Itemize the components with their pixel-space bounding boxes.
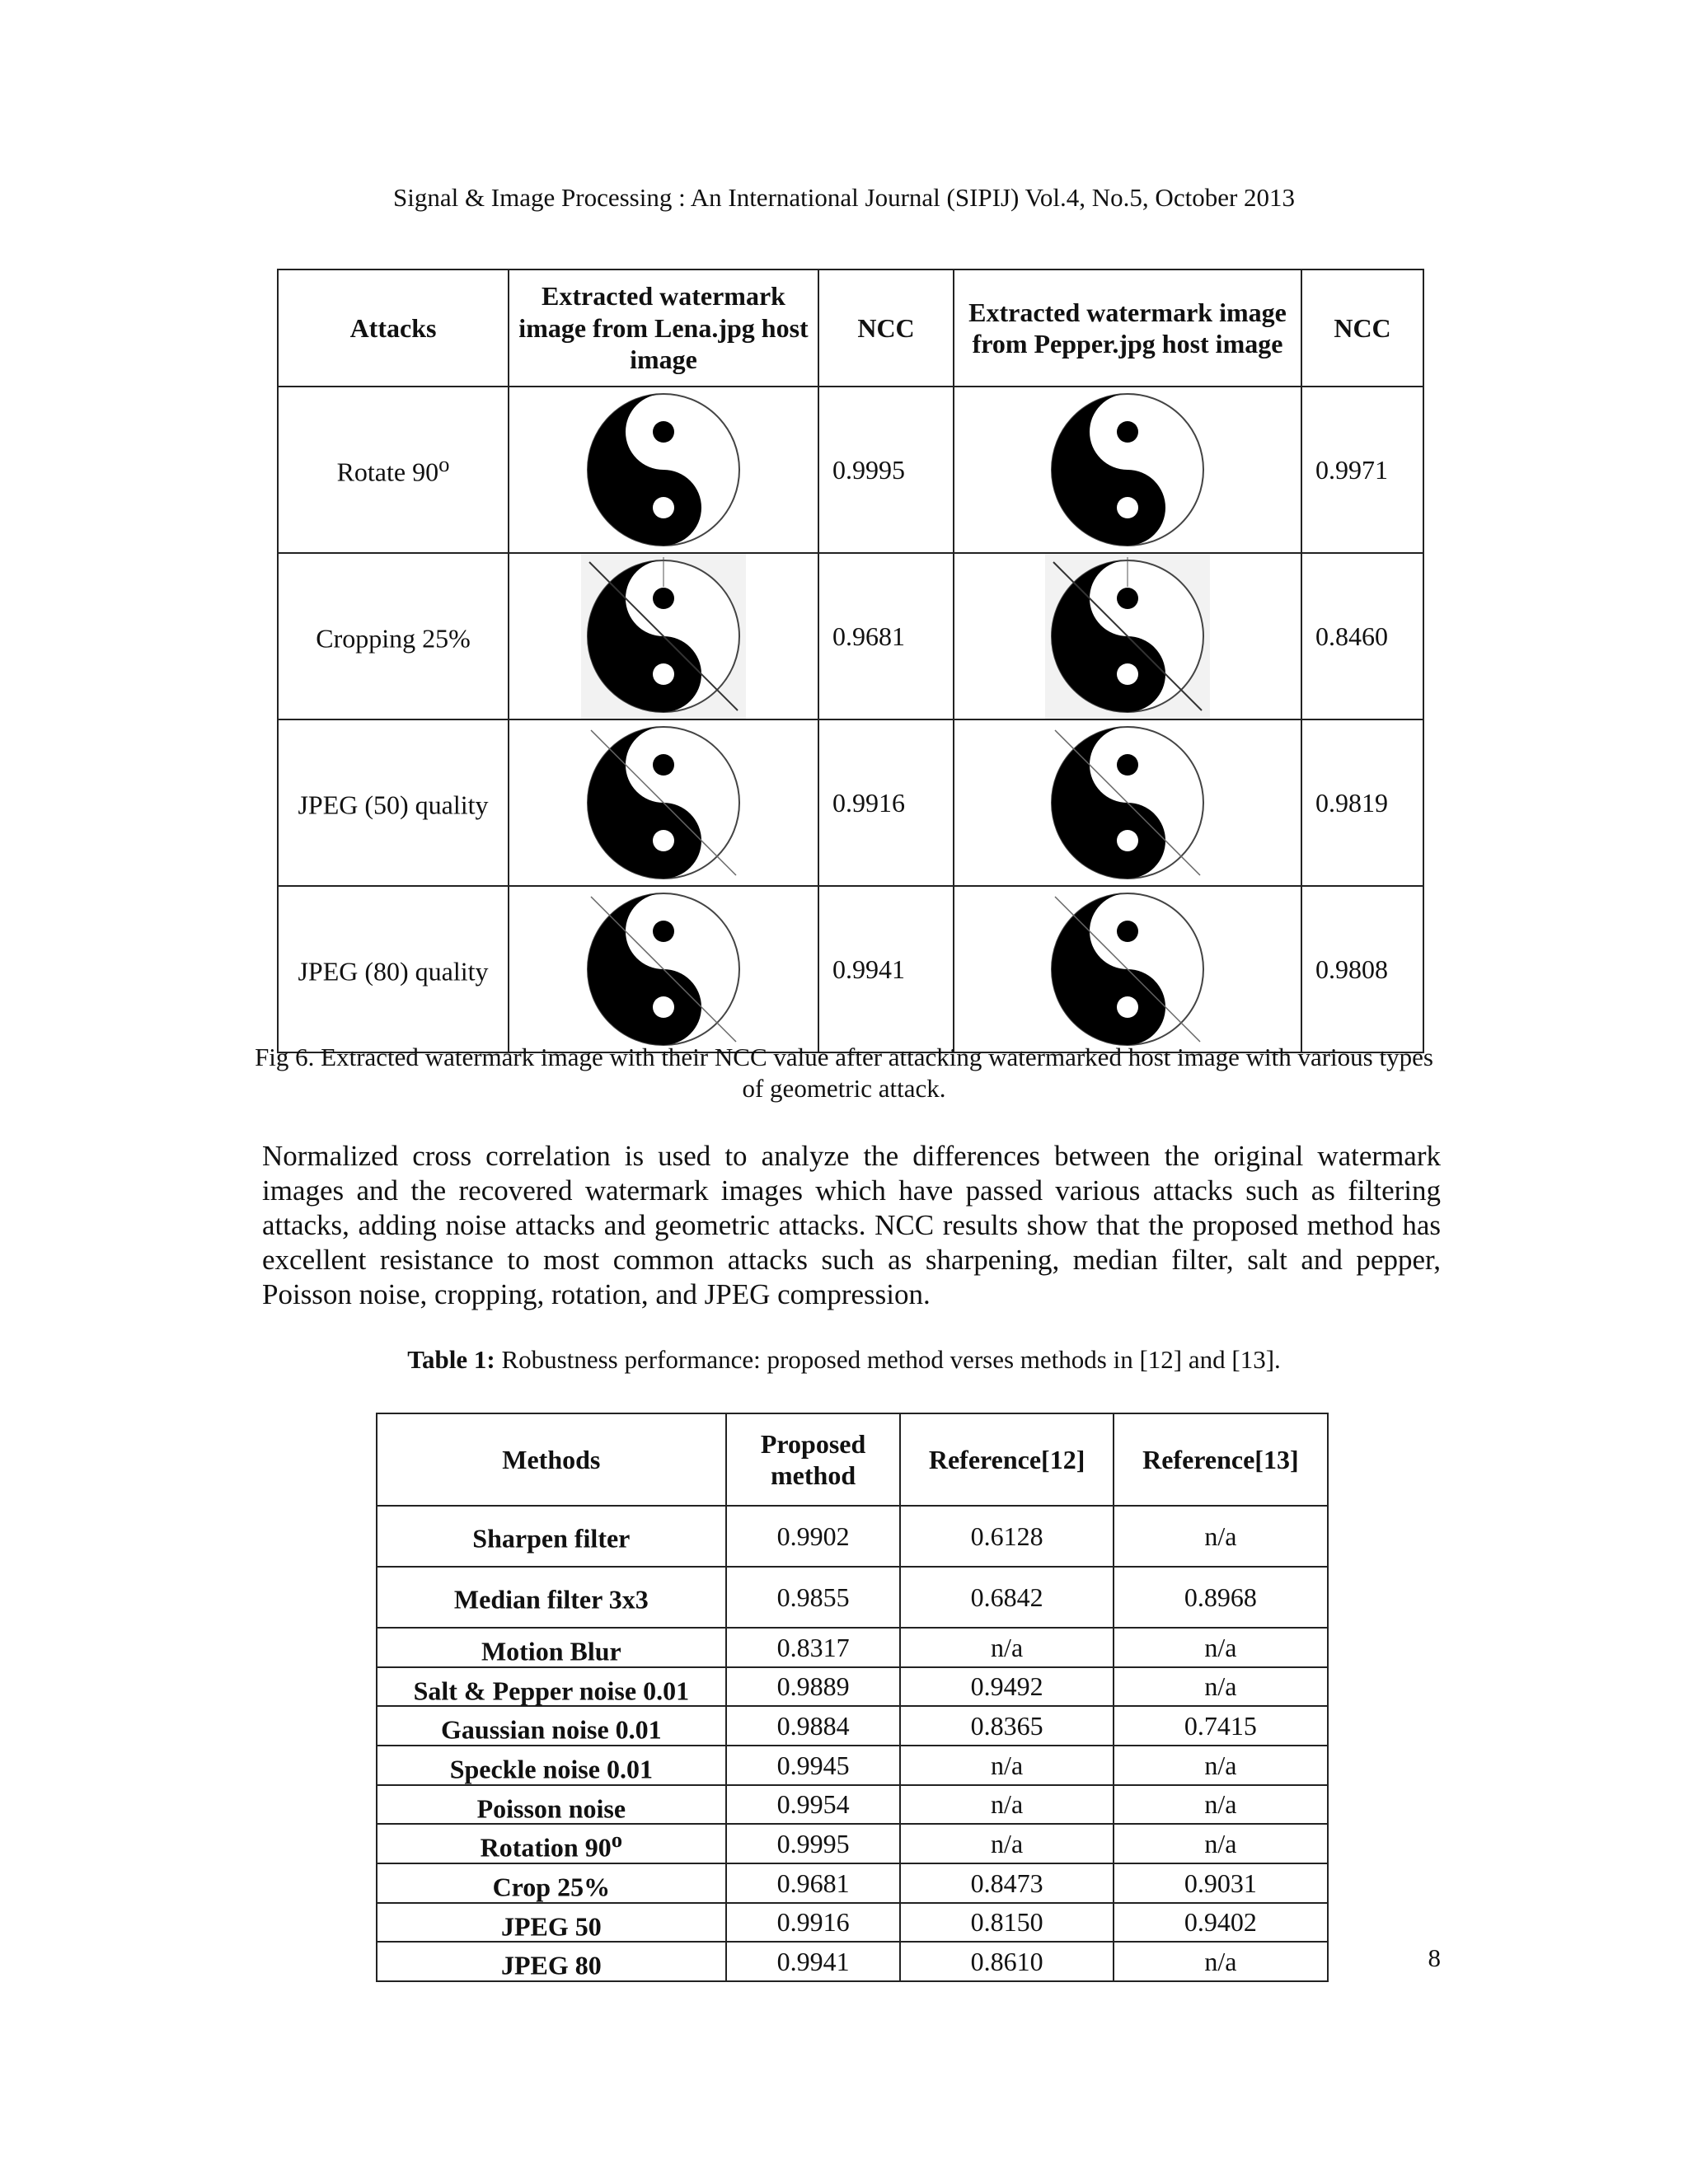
table-row: [377, 1628, 1328, 1667]
figure-row: [278, 553, 1423, 719]
ncc-lena-value: 0.9995: [818, 387, 954, 553]
header-pepper-image: Extracted watermark image from Pepper.jpg host image: [954, 269, 1301, 387]
table-row: [377, 1746, 1328, 1785]
method-name: [377, 1863, 726, 1903]
method-text: Salt & Pepper noise 0.01: [413, 1675, 690, 1706]
table-1-caption: [0, 1345, 1688, 1375]
figure-header-row: [278, 269, 1423, 387]
ref13-value: n/a: [1114, 1942, 1328, 1981]
lena-watermark-image: [509, 886, 818, 1052]
table-row: [377, 1903, 1328, 1943]
proposed-value: 0.9916: [726, 1903, 901, 1943]
table-header-row: [377, 1413, 1328, 1506]
proposed-value: 0.9681: [726, 1863, 901, 1903]
table-row: [377, 1706, 1328, 1746]
ref12-value: n/a: [900, 1785, 1113, 1825]
ncc-pepper-value: 0.9819: [1301, 719, 1423, 886]
proposed-value: 0.9902: [726, 1506, 901, 1567]
table-row: [377, 1942, 1328, 1981]
ref13-value: 0.9402: [1114, 1903, 1328, 1943]
proposed-value: 0.9855: [726, 1567, 901, 1628]
running-header: Signal & Image Processing : An International Journal (SIPIJ) Vol.4, No.5, October 2013: [392, 183, 1296, 212]
ref12-value: 0.6842: [900, 1567, 1113, 1628]
attack-label: [278, 719, 509, 886]
method-text: Median filter 3x3: [453, 1584, 649, 1615]
attack-label: [278, 886, 509, 1052]
method-text: Speckle noise 0.01: [449, 1754, 653, 1784]
ref12-value: n/a: [900, 1746, 1113, 1785]
ref12-value: 0.8150: [900, 1903, 1113, 1943]
ncc-pepper-value: 0.9971: [1301, 387, 1423, 553]
ncc-lena-value: 0.9941: [818, 886, 954, 1052]
attack-label: [278, 553, 509, 719]
header-ref13: Reference[13]: [1114, 1413, 1328, 1506]
method-name: [377, 1628, 726, 1667]
ref13-value: n/a: [1114, 1506, 1328, 1567]
method-name: [377, 1506, 726, 1567]
proposed-value: 0.8317: [726, 1628, 901, 1667]
method-name: [377, 1706, 726, 1746]
ref13-value: n/a: [1114, 1746, 1328, 1785]
figure-caption: Fig 6. Extracted watermark image with their NCC value after attacking watermarked host image with various types of geometric attack.: [255, 1043, 1433, 1103]
robustness-table: [376, 1413, 1329, 1982]
ref12-value: 0.8365: [900, 1706, 1113, 1746]
ref12-value: 0.9492: [900, 1667, 1113, 1707]
ref12-value: n/a: [900, 1824, 1113, 1863]
method-text: JPEG 80: [500, 1950, 602, 1980]
figure-row: [278, 886, 1423, 1052]
header-ncc-pepper: NCC: [1301, 269, 1423, 387]
ref13-value: n/a: [1114, 1628, 1328, 1667]
ref13-value: 0.7415: [1114, 1706, 1328, 1746]
header-methods: Methods: [377, 1413, 726, 1506]
ref13-value: 0.9031: [1114, 1863, 1328, 1903]
proposed-value: 0.9945: [726, 1746, 901, 1785]
attack-text: Rotate 90: [336, 457, 439, 487]
attack-label: [278, 387, 509, 553]
method-text: Gaussian noise 0.01: [441, 1714, 662, 1745]
ref13-value: n/a: [1114, 1824, 1328, 1863]
method-text: Poisson noise: [476, 1793, 626, 1824]
table-1-caption-text: Robustness performance: proposed method verses methods in [12] and [13].: [495, 1345, 1281, 1374]
method-text: JPEG 50: [500, 1911, 602, 1942]
method-name: [377, 1667, 726, 1707]
lena-watermark-image: [509, 719, 818, 886]
method-text: Crop 25%: [492, 1872, 611, 1902]
table-row: [377, 1824, 1328, 1863]
table-row: [377, 1667, 1328, 1707]
ref13-value: n/a: [1114, 1667, 1328, 1707]
method-text: Motion Blur: [481, 1636, 621, 1666]
method-text: Rotation 90: [480, 1832, 612, 1863]
ncc-pepper-value: 0.9808: [1301, 886, 1423, 1052]
method-name: [377, 1903, 726, 1943]
ref12-value: 0.6128: [900, 1506, 1113, 1567]
method-name: [377, 1746, 726, 1785]
method-text: Sharpen filter: [472, 1523, 631, 1554]
figure-row: [278, 719, 1423, 886]
proposed-value: 0.9995: [726, 1824, 901, 1863]
method-name: [377, 1567, 726, 1628]
attack-text: JPEG (80) quality: [298, 956, 489, 987]
ref12-value: n/a: [900, 1628, 1113, 1667]
ncc-lena-value: 0.9681: [818, 553, 954, 719]
pepper-watermark-image: [954, 886, 1301, 1052]
body-paragraph: Normalized cross correlation is used to analyze the differences between the original watermark images and the recovered watermark images which have passed various attacks such as filtering attacks, adding noise attacks and geometric attacks. NCC results show that the proposed method has excellent resistance to most common attacks such as sharpening, median filter, salt and pepper, Poisson noise, cropping, rotation, and JPEG compression.: [262, 1140, 1441, 1310]
proposed-value: 0.9889: [726, 1667, 901, 1707]
attack-text: JPEG (50) quality: [298, 790, 489, 820]
header-lena-image: Extracted watermark image from Lena.jpg host image: [509, 269, 818, 387]
ref13-value: n/a: [1114, 1785, 1328, 1825]
proposed-value: 0.9884: [726, 1706, 901, 1746]
header-proposed: Proposed method: [726, 1413, 901, 1506]
attack-superscript: o: [438, 452, 450, 477]
method-name: [377, 1785, 726, 1825]
pepper-watermark-image: [954, 719, 1301, 886]
table-row: [377, 1785, 1328, 1825]
pepper-watermark-image: [954, 553, 1301, 719]
ref12-value: 0.8610: [900, 1942, 1113, 1981]
ncc-lena-value: 0.9916: [818, 719, 954, 886]
pepper-watermark-image: [954, 387, 1301, 553]
page-number: 8: [1428, 1943, 1441, 1972]
proposed-value: 0.9941: [726, 1942, 901, 1981]
proposed-value: 0.9954: [726, 1785, 901, 1825]
table-row: [377, 1506, 1328, 1567]
table-row: [377, 1863, 1328, 1903]
method-name: [377, 1942, 726, 1981]
ncc-pepper-value: 0.8460: [1301, 553, 1423, 719]
method-name: [377, 1824, 726, 1863]
header-attacks: Attacks: [278, 269, 509, 387]
header-ncc-lena: NCC: [818, 269, 954, 387]
table-row: [377, 1567, 1328, 1628]
method-superscript: o: [611, 1827, 623, 1853]
lena-watermark-image: [509, 553, 818, 719]
lena-watermark-image: [509, 387, 818, 553]
ref12-value: 0.8473: [900, 1863, 1113, 1903]
header-ref12: Reference[12]: [900, 1413, 1113, 1506]
figure-6-table: [277, 269, 1424, 1053]
attack-text: Cropping 25%: [316, 623, 471, 654]
table-1-label: Table 1:: [407, 1345, 495, 1374]
ref13-value: 0.8968: [1114, 1567, 1328, 1628]
figure-row: [278, 387, 1423, 553]
